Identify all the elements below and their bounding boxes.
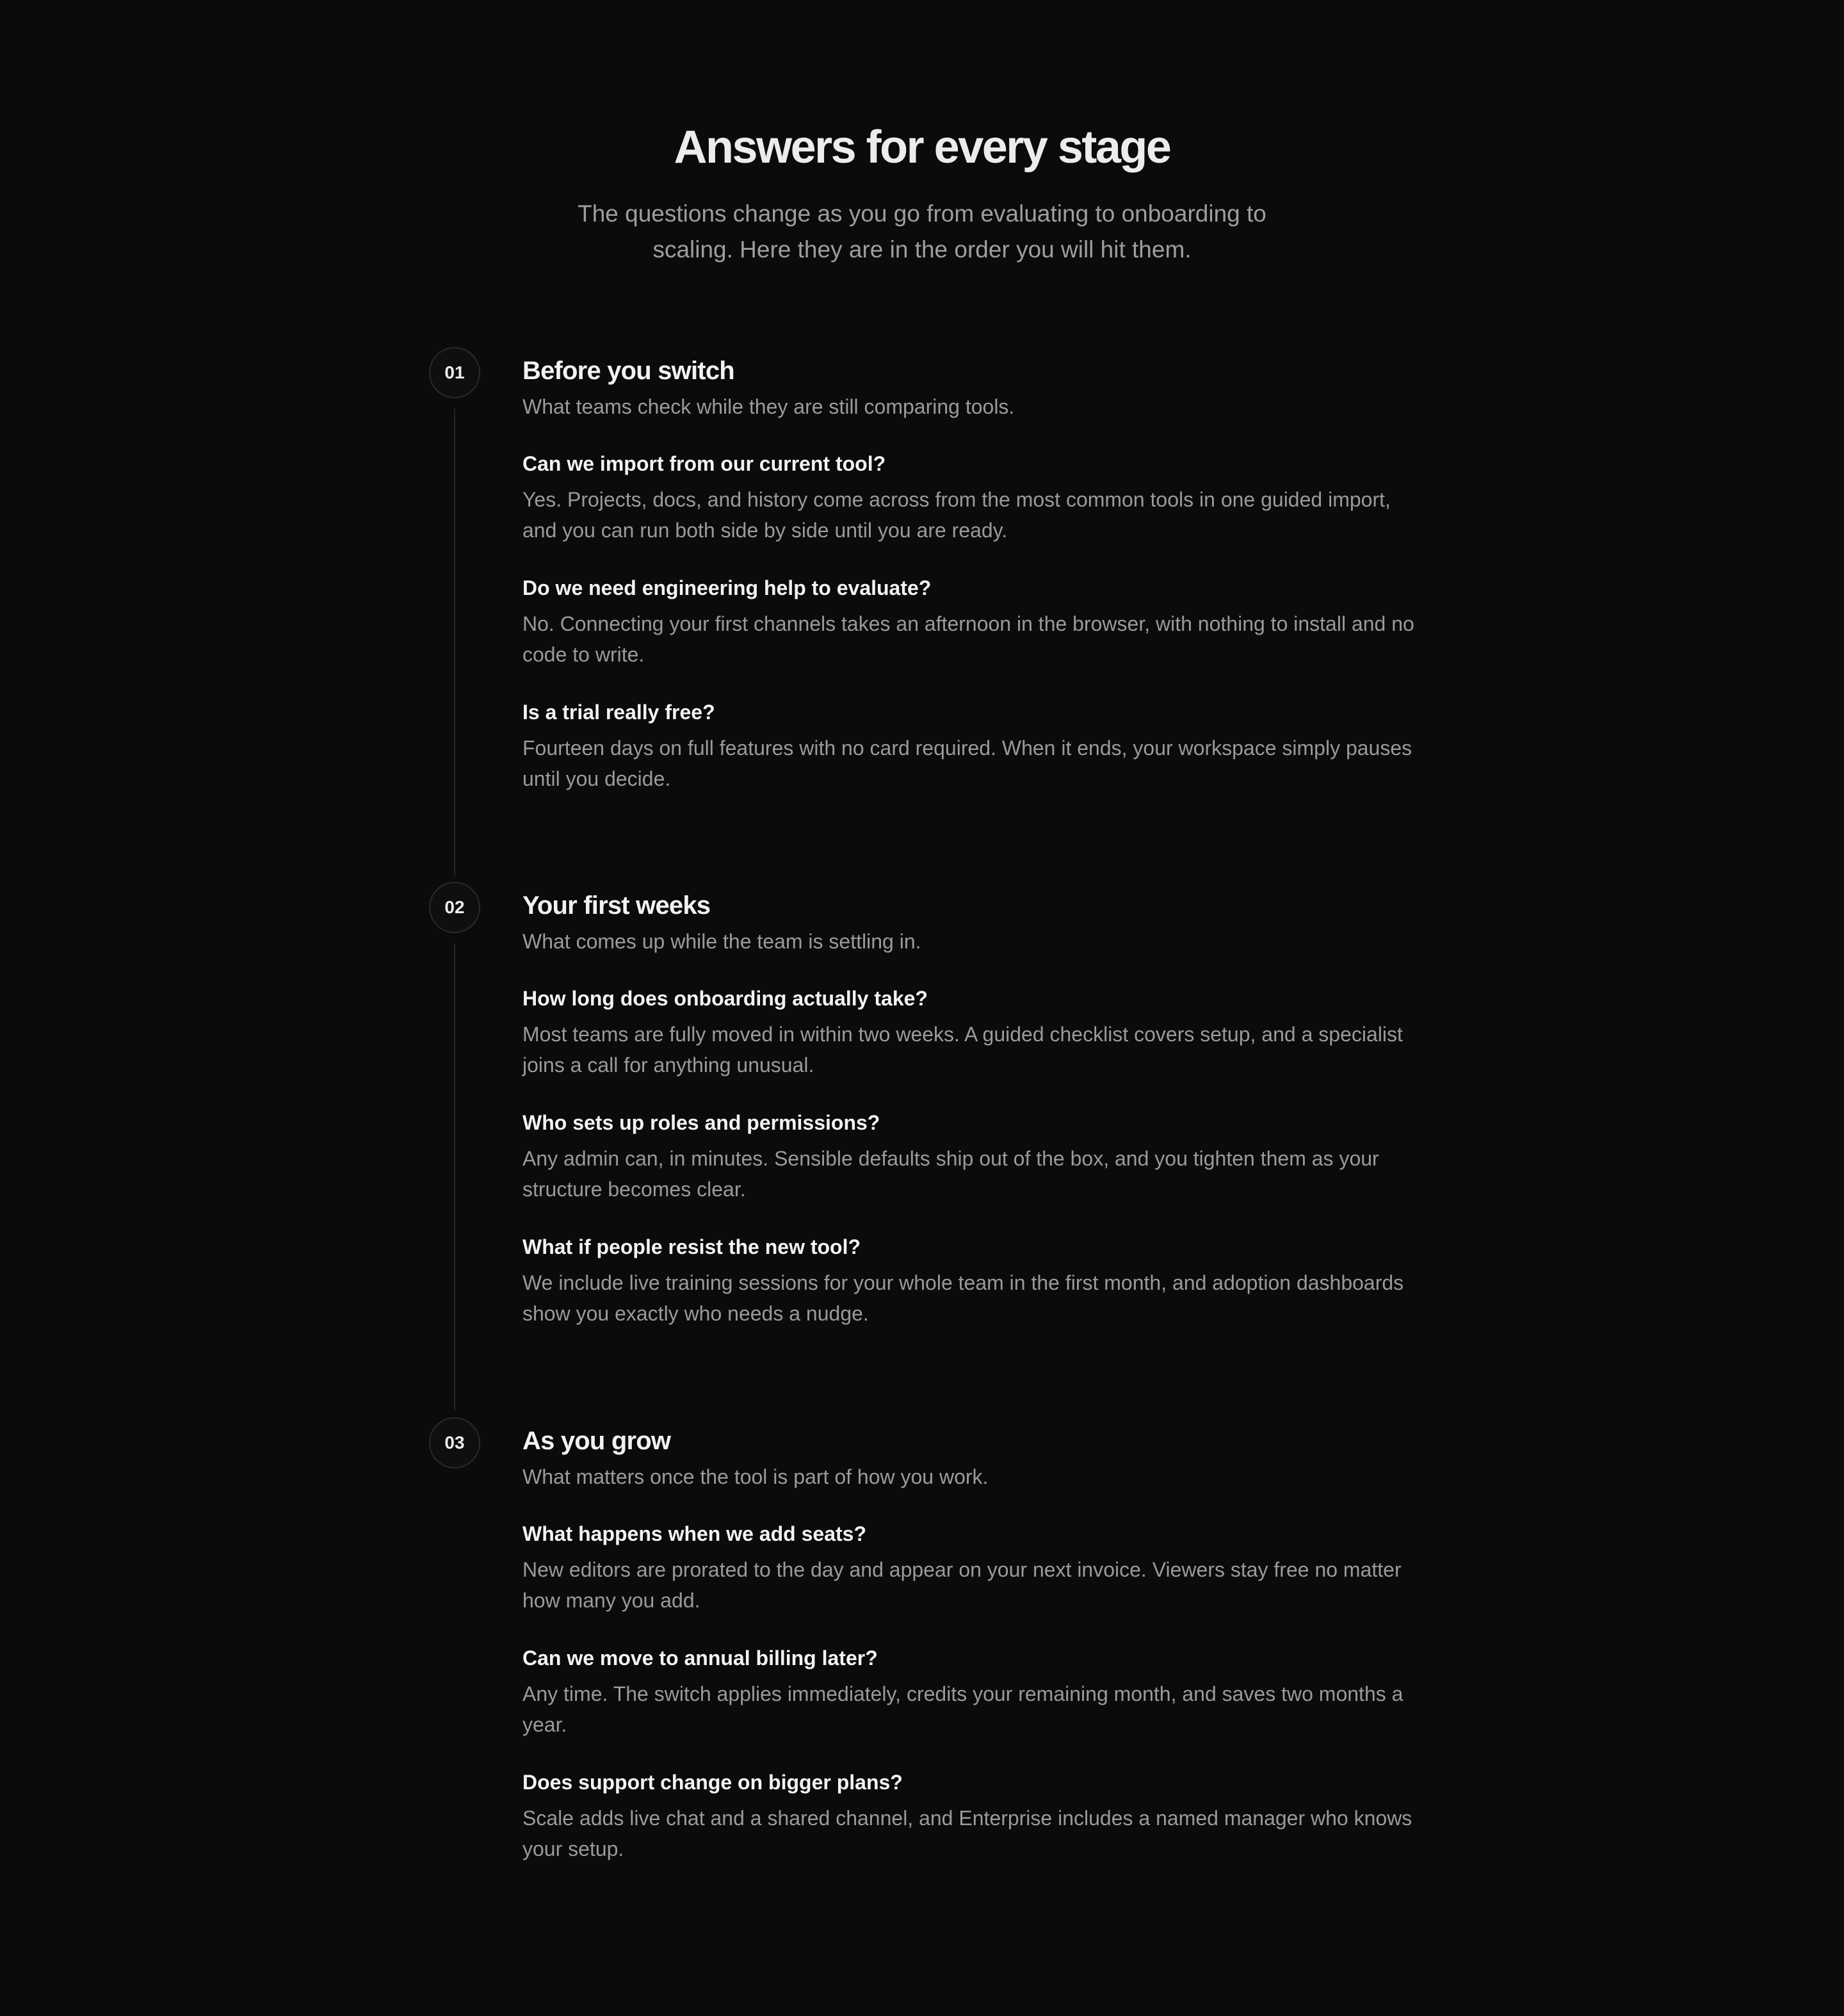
stage-subtitle: What comes up while the team is settling in. (522, 930, 921, 953)
stage-title: Your first weeks (522, 891, 711, 920)
faq-item (522, 1233, 1419, 1329)
faq-question: How long does onboarding actually take? (522, 987, 928, 1010)
page-subtitle: The questions change as you go from evaluating to onboarding to scaling. Here they are in the order you will hit them. (578, 200, 1266, 263)
page-title: Answers for every stage (674, 122, 1170, 173)
faq-answer: Scale adds live chat and a shared channel, and Enterprise includes a named manager who knows your setup. (522, 1807, 1412, 1860)
faq-item (522, 1520, 1419, 1616)
faq-question: Is a trial really free? (522, 701, 715, 724)
faq-question: What if people resist the new tool? (522, 1235, 861, 1258)
faq-answer: We include live training sessions for your whole team in the first month, and adoption dashboards show you exactly who needs a nudge. (522, 1271, 1404, 1325)
faq-item (522, 1644, 1419, 1740)
faq-answer: Any admin can, in minutes. Sensible defaults ship out of the box, and you tighten them as your structure becomes clear. (522, 1147, 1379, 1201)
stage-number-badge: 02 (429, 882, 480, 933)
faq-answer: No. Connecting your first channels takes an afternoon in the browser, with nothing to install and no code to write. (522, 612, 1414, 666)
faq-question: Do we need engineering help to evaluate? (522, 576, 932, 599)
stage-content (522, 354, 1419, 794)
stage-number-badge: 03 (429, 1417, 480, 1468)
faq-question: Does support change on bigger plans? (522, 1771, 903, 1794)
faq-question: Can we import from our current tool? (522, 452, 886, 475)
stage-title: Before you switch (522, 357, 734, 385)
faq-item (522, 1109, 1419, 1205)
faq-question: What happens when we add seats? (522, 1522, 866, 1545)
stage-subtitle: What matters once the tool is part of how you work. (522, 1465, 989, 1488)
faq-item (522, 1768, 1419, 1864)
faq-answer: New editors are prorated to the day and appear on your next invoice. Viewers stay free no matter how many you add. (522, 1558, 1402, 1612)
faq-question: Who sets up roles and permissions? (522, 1111, 880, 1134)
stage-subtitle: What teams check while they are still comparing tools. (522, 395, 1015, 418)
faq-answer: Yes. Projects, docs, and history come across from the most common tools in one guided import, and you can run both side by side until you are ready. (522, 488, 1391, 542)
timeline-rail (454, 409, 455, 876)
timeline-rail (454, 943, 455, 1411)
faq-answer: Most teams are fully moved in within two weeks. A guided checklist covers setup, and a specialist joins a call for anything unusual. (522, 1023, 1403, 1077)
stage-number-badge: 01 (429, 347, 480, 398)
faq-answer: Fourteen days on full features with no card required. When it ends, your workspace simply pauses until you decide. (522, 736, 1412, 790)
faq-item (522, 450, 1419, 546)
faq-item (522, 984, 1419, 1080)
faq-answer: Any time. The switch applies immediately, credits your remaining month, and saves two months a year. (522, 1682, 1403, 1736)
faq-item (522, 698, 1419, 794)
faq-item (522, 574, 1419, 670)
stage-content (522, 888, 1419, 1329)
faq-question: Can we move to annual billing later? (522, 1646, 878, 1670)
stage-content (522, 1424, 1419, 1864)
stage-title: As you grow (522, 1427, 671, 1455)
